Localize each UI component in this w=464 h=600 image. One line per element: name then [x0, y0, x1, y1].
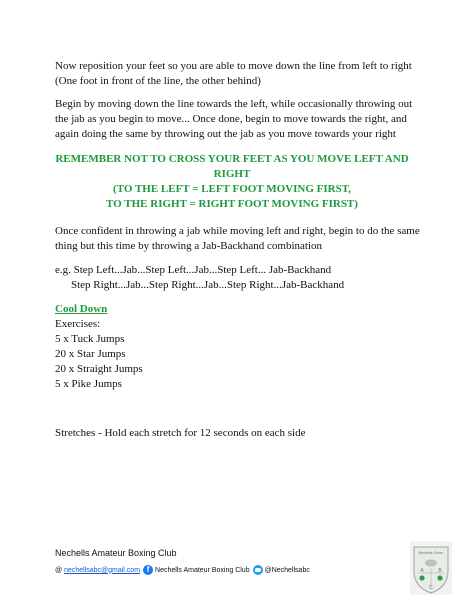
- combination-paragraph: Once confident in throwing a jab while moving left and right, begin to do the same thing but this time by throwing a Jab-Backhand combination: [55, 225, 420, 252]
- email-link[interactable]: nechellsabc@gmail.com: [64, 566, 141, 574]
- exercise-item: 5 x Tuck Jumps: [55, 333, 125, 345]
- footer-club-name: Nechells Amateur Boxing Club: [55, 548, 177, 558]
- facebook-page[interactable]: Nechells Amateur Boxing Club: [155, 566, 250, 574]
- logo-dot: [419, 575, 424, 580]
- svg-text:C: C: [429, 585, 433, 591]
- cooldown-section: [55, 302, 424, 392]
- stretches-line: Stretches - Hold each stretch for 12 seconds on each side: [55, 427, 306, 439]
- intro-paragraph: Now reposition your feet so you are able to move down the line from left to right (One foot in front of the line, the other behind): [55, 60, 412, 87]
- twitter-handle[interactable]: @Nechellsabc: [264, 566, 310, 574]
- facebook-icon: f: [143, 565, 153, 575]
- exercise-item: 20 x Star Jumps: [55, 348, 126, 360]
- footer-contacts: [55, 565, 310, 575]
- twitter-icon: [253, 565, 263, 575]
- logo-name: Nechells Green: [418, 551, 444, 555]
- logo-dot: [437, 575, 442, 580]
- exercises-label: Exercises:: [55, 318, 101, 330]
- reminder-block: REMEMBER NOT TO CROSS YOUR FEET AS YOU MOVE LEFT AND RIGHT (TO THE LEFT = LEFT FOOT MOVING FIRST, TO THE RIGHT = RIGHT FOOT MOVING FIRST): [55, 153, 409, 210]
- at-symbol: @: [55, 566, 63, 574]
- exercise-item: 5 x Pike Jumps: [55, 378, 122, 390]
- movement-paragraph: Begin by moving down the line towards the left, while occasionally throwing out the jab as you begin to move... Once done, begin to move towards the right, and again doing the same by throwing out the jab as you move towards your right: [55, 98, 413, 140]
- svg-text:B: B: [438, 568, 442, 574]
- logo-emblem: [425, 560, 437, 567]
- exercise-item: 20 x Straight Jumps: [55, 363, 143, 375]
- cooldown-heading: Cool Down: [55, 303, 108, 315]
- club-logo: [410, 541, 452, 595]
- svg-text:A: A: [420, 568, 424, 574]
- example-block: e.g. Step Left...Jab...Step Left...Jab...Step Left... Jab-Backhand Step Right...Jab...Step Right...Jab...Step Right...Jab-Backhand: [55, 264, 345, 291]
